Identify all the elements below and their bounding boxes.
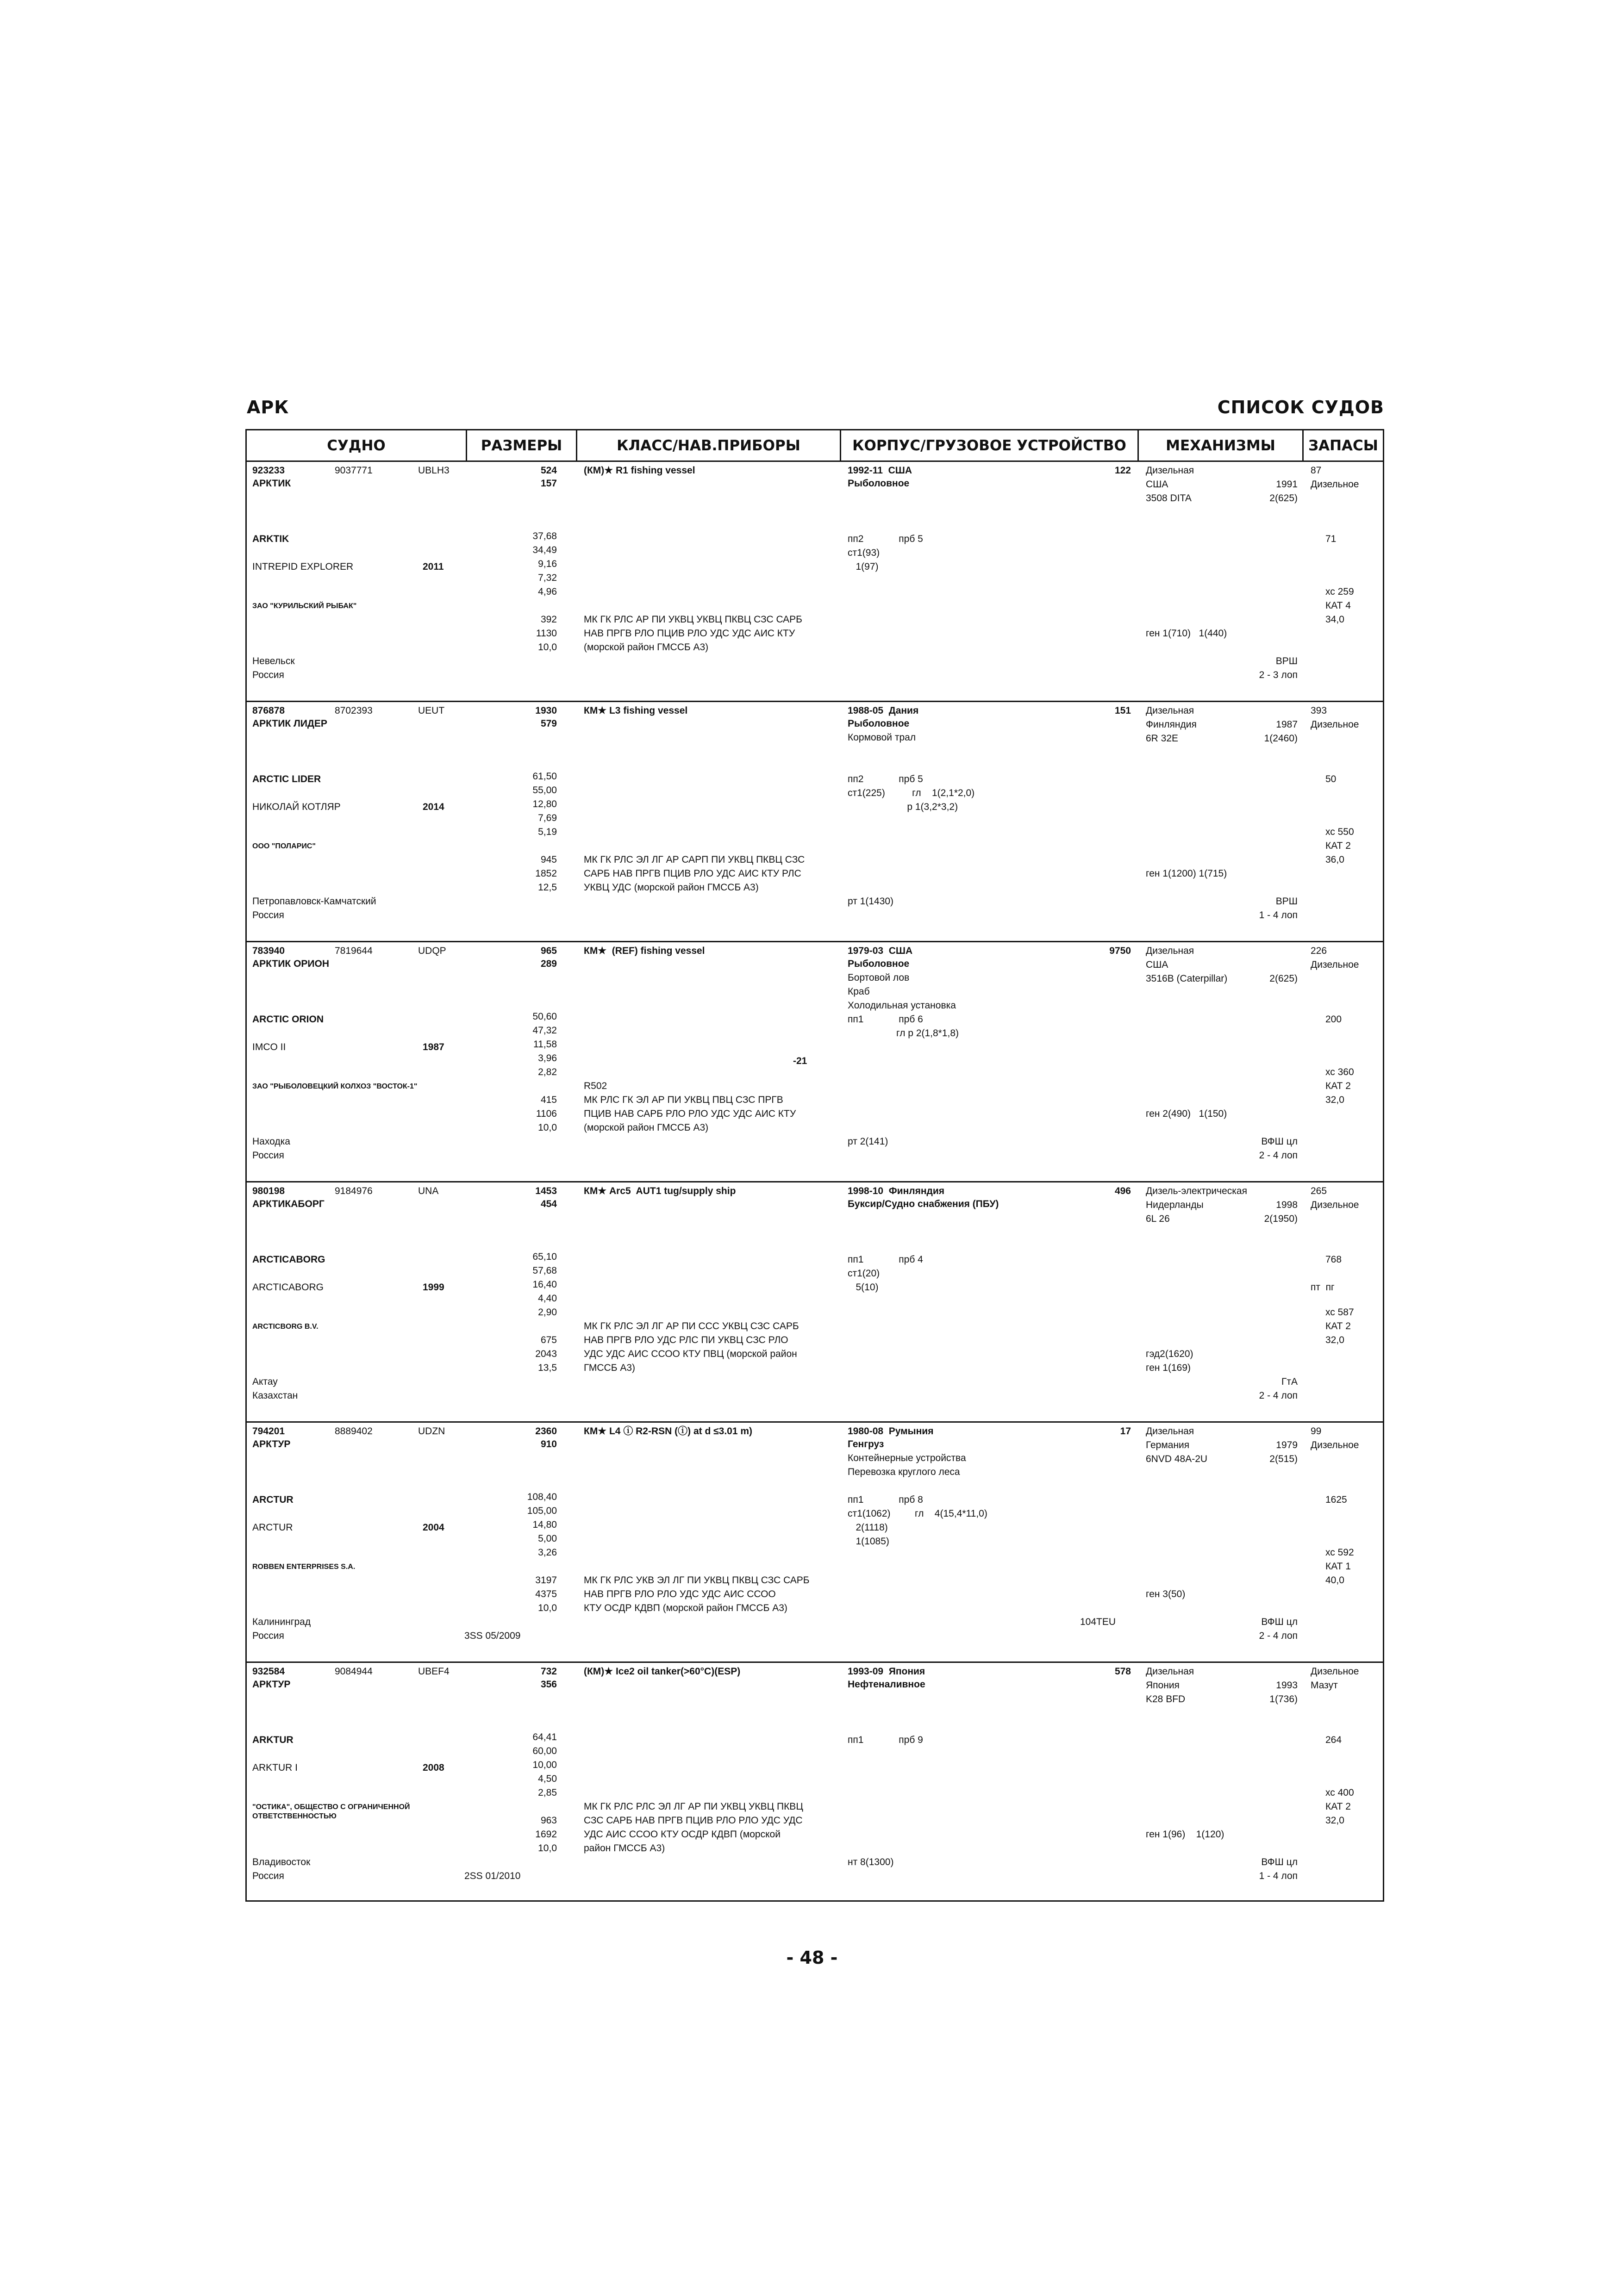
propeller-blades: 1 - 4 лоп [1259, 910, 1298, 921]
dimension-value: 2,90 [538, 1307, 557, 1318]
registry-number: 876878 [252, 705, 285, 716]
engine-line: K28 BFD [1146, 1694, 1186, 1705]
nav-equipment-line: (морской район ГМССБ А3) [584, 642, 709, 653]
stores-line: КАТ 1 [1325, 1561, 1351, 1572]
hull-feature: Бортовой лов [848, 972, 910, 983]
former-name: INTREPID EXPLORER [252, 561, 354, 572]
dimension-value: 3197 [535, 1575, 557, 1586]
cargo-gear: рт 2(141) [848, 1136, 888, 1147]
nav-equipment-line: ГМССБ А3) [584, 1363, 636, 1373]
propeller-type: ВФШ цл [1261, 1136, 1298, 1147]
hull-build: 1979-03 США [848, 946, 913, 956]
hull-feature: Контейнерные устройства [848, 1453, 966, 1463]
dimension-value: 60,00 [532, 1746, 557, 1756]
column-header-class: КЛАСС/НАВ.ПРИБОРЫ [577, 430, 841, 462]
net-tonnage: 356 [540, 1679, 557, 1690]
hold-hatch-line: 2(1118) [848, 1522, 888, 1533]
vessel-type: Рыболовное [848, 718, 910, 729]
owner-name: "ОСТИКА", ОБЩЕСТВО С ОГРАНИЧЕННОЙ ОТВЕТСТВЕННОСТЬЮ [252, 1803, 410, 1820]
generators: гэд2(1620) [1146, 1349, 1193, 1359]
propeller-type: ГтА [1281, 1376, 1298, 1387]
stores-line: 32,0 [1325, 1815, 1344, 1826]
home-port: Владивосток [252, 1857, 311, 1867]
dimension-value: 10,0 [538, 1122, 557, 1133]
propeller-type: ВФШ цл [1261, 1617, 1298, 1627]
dimension-value: 4,96 [538, 586, 557, 597]
flag-country: Россия [252, 670, 284, 680]
hull-number: 496 [1114, 1186, 1131, 1196]
dimension-value: 16,40 [532, 1279, 557, 1290]
propeller-type: ВРШ [1275, 656, 1298, 666]
propeller-type: ВФШ цл [1261, 1857, 1298, 1867]
hull-number: 17 [1120, 1426, 1131, 1437]
hold-hatch-line: ст1(20) [848, 1268, 880, 1279]
flag-country: Россия [252, 910, 284, 921]
class-notation: (КМ)★ R1 fishing vessel [584, 465, 695, 476]
gross-tonnage: 524 [540, 465, 557, 476]
hull-feature: Перевозка круглого леса [848, 1467, 960, 1477]
nav-equipment-line: (морской район ГМССБ А3) [584, 1122, 709, 1133]
rename-year: 2014 [423, 802, 444, 812]
engine-year: 1979 [1276, 1440, 1298, 1450]
rename-year: 2011 [423, 561, 444, 572]
vessel-record [247, 462, 1383, 702]
engine-power: 2(625) [1269, 493, 1298, 504]
engine-power: 1(2460) [1264, 733, 1298, 744]
column-header-machinery: МЕХАНИЗМЫ [1139, 430, 1304, 462]
dimension-value: 945 [540, 854, 557, 865]
vessel-record [247, 1182, 1383, 1423]
nav-equipment-line: ПЦИВ НАВ САРБ РЛО РЛО УДС УДС АИС КТУ [584, 1108, 796, 1119]
flag-country: Россия [252, 1871, 284, 1881]
engine-line: 3516B (Caterpillar) [1146, 973, 1228, 984]
dimension-value: 675 [540, 1335, 557, 1345]
vessel-name: АРКТИК ЛИДЕР [252, 718, 327, 729]
dimension-value: 4375 [535, 1589, 557, 1599]
stores-line: 34,0 [1325, 614, 1344, 625]
class-notation: КМ★ (REF) fishing vessel [584, 946, 705, 956]
imo-number: 8702393 [335, 705, 373, 716]
stores-line: 32,0 [1325, 1335, 1344, 1345]
hull-build: 1992-11 США [848, 465, 912, 476]
hull-feature: Кормовой трал [848, 732, 916, 743]
dimension-value: 37,68 [532, 531, 557, 541]
stores-line: хс 360 [1325, 1067, 1354, 1077]
stores-line: КАТ 2 [1325, 840, 1351, 851]
hold-hatch-line: ст1(1062) гл 4(15,4*11,0) [848, 1508, 987, 1519]
engine-power: 2(625) [1269, 973, 1298, 984]
stores-extra: пт пг [1311, 1282, 1335, 1293]
stores-value: 71 [1325, 534, 1337, 544]
survey-note: 2SS 01/2010 [464, 1871, 521, 1881]
stores-value: 200 [1325, 1014, 1342, 1025]
net-tonnage: 289 [540, 958, 557, 969]
dimension-value: 47,32 [532, 1025, 557, 1036]
hold-hatch-line: 5(10) [848, 1282, 879, 1293]
hull-build: 1998-10 Финляндия [848, 1186, 945, 1196]
flag-country: Россия [252, 1630, 284, 1641]
dimension-value: 65,10 [532, 1251, 557, 1262]
nav-equipment-line: МК ГК РЛС РЛС ЭЛ ЛГ АР ПИ УКВЦ УКВЦ ПКВЦ [584, 1801, 803, 1812]
generators-secondary: ген 1(169) [1146, 1363, 1191, 1373]
registry-number: 783940 [252, 946, 285, 956]
hull-feature: Краб [848, 986, 870, 997]
vessel-name: АРКТУР [252, 1679, 291, 1690]
hull-build: 1993-09 Япония [848, 1666, 925, 1677]
dimension-value: 2,85 [538, 1787, 557, 1798]
hull-build: 1980-08 Румыния [848, 1426, 934, 1437]
generators: ген 1(96) 1(120) [1146, 1829, 1224, 1840]
stores-line: хс 259 [1325, 586, 1354, 597]
dimension-value: 108,40 [527, 1492, 557, 1502]
dimension-value: 392 [540, 614, 557, 625]
home-port: Находка [252, 1136, 290, 1147]
hold-hatch-line: 1(97) [848, 561, 879, 572]
dimension-value: 10,0 [538, 1843, 557, 1854]
fuel-line: 265 [1311, 1186, 1327, 1196]
fuel-line: 99 [1311, 1426, 1322, 1437]
dimension-value: 105,00 [527, 1506, 557, 1516]
registry-number: 794201 [252, 1426, 285, 1437]
column-header-dimensions: РАЗМЕРЫ [467, 430, 577, 462]
dimension-value: 10,0 [538, 642, 557, 653]
gross-tonnage: 2360 [535, 1426, 557, 1437]
engine-power: 2(515) [1269, 1454, 1298, 1464]
stores-line: 32,0 [1325, 1095, 1344, 1105]
dimension-value: 50,60 [532, 1011, 557, 1022]
nav-equipment-line: МК ГК РЛС ЭЛ ЛГ АР САРП ПИ УКВЦ ПКВЦ СЗС [584, 854, 805, 865]
dimension-value: 2,82 [538, 1067, 557, 1077]
dimension-value: 7,69 [538, 813, 557, 823]
hull-number: 122 [1114, 465, 1131, 476]
engine-line: Дизельная [1146, 705, 1194, 716]
vessel-name: АРКТИК ОРИОН [252, 958, 330, 969]
vessel-latin-name: ARKTUR [252, 1735, 294, 1745]
dimension-value: 4,50 [538, 1773, 557, 1784]
vessel-name: АРКТИКАБОРГ [252, 1199, 325, 1209]
ship-register-table [245, 429, 1384, 1902]
container-capacity: 104TEU [1080, 1617, 1116, 1627]
dimension-value: 9,16 [538, 559, 557, 569]
vessel-type: Рыболовное [848, 958, 910, 969]
dimension-value: 14,80 [532, 1519, 557, 1530]
dimension-value: 5,19 [538, 827, 557, 837]
vessel-name: АРКТУР [252, 1439, 291, 1450]
rename-year: 2004 [423, 1522, 444, 1533]
hold-hatch-line: пп2 прб 5 [848, 534, 923, 544]
imo-number: 7819644 [335, 946, 373, 956]
nav-equipment-line: УКВЦ УДС (морской район ГМССБ А3) [584, 882, 759, 893]
engine-line: Дизельная [1146, 465, 1194, 476]
cargo-gear: рт 1(1430) [848, 896, 894, 907]
engine-line: 3508 DITA [1146, 493, 1192, 504]
net-tonnage: 157 [540, 478, 557, 489]
hold-hatch-line: пп1 прб 8 [848, 1494, 923, 1505]
vessel-record [247, 942, 1383, 1182]
dimension-value: 1692 [535, 1829, 557, 1840]
vessel-record [247, 702, 1383, 942]
nav-equipment-line: НАВ ПРГВ РЛО УДС РЛС ПИ УКВЦ СЗС РЛО [584, 1335, 788, 1345]
nav-equipment-line: МК ГК РЛС ЭЛ ЛГ АР ПИ ССС УКВЦ СЗС САРБ [584, 1321, 799, 1332]
dimension-value: 1106 [536, 1108, 557, 1119]
stores-value: 50 [1325, 774, 1337, 784]
vessel-latin-name: ARCTICABORG [252, 1254, 325, 1265]
fuel-line: 393 [1311, 705, 1327, 716]
generators: ген 1(710) 1(440) [1146, 628, 1227, 639]
owner-name: ROBBEN ENTERPRISES S.A. [252, 1563, 356, 1571]
cargo-gear: нт 8(1300) [848, 1857, 894, 1867]
dimension-value: 3,26 [538, 1547, 557, 1558]
fuel-line: Дизельное [1311, 1440, 1359, 1450]
gross-tonnage: 965 [540, 946, 557, 956]
fuel-line: Дизельное [1311, 719, 1359, 730]
stores-line: КАТ 4 [1325, 600, 1351, 611]
call-sign: UNA [418, 1186, 439, 1196]
owner-name: ООО "ПОЛАРИС" [252, 842, 316, 850]
fuel-line: Дизельное [1311, 1200, 1359, 1210]
former-name: ARCTUR [252, 1522, 293, 1533]
nav-equipment-line: САРБ НАВ ПРГВ ПЦИВ РЛО УДС АИС КТУ РЛС [584, 868, 801, 879]
nav-equipment-line: МК ГК РЛС АР ПИ УКВЦ УКВЦ ПКВЦ СЗС САРБ [584, 614, 802, 625]
rename-year: 1999 [423, 1282, 444, 1293]
vessel-record [247, 1663, 1383, 1903]
dimension-value: 12,5 [538, 882, 557, 893]
net-tonnage: 454 [540, 1199, 557, 1209]
hold-hatch-line: ст1(93) [848, 548, 880, 558]
hold-hatch-line: пп1 прб 4 [848, 1254, 923, 1265]
propeller-blades: 2 - 3 лоп [1259, 670, 1298, 680]
dimension-value: 10,00 [532, 1760, 557, 1770]
dimension-value: 7,32 [538, 572, 557, 583]
dimension-value: 2043 [535, 1349, 557, 1359]
vessel-type: Генгруз [848, 1439, 884, 1450]
registry-number: 932584 [252, 1666, 285, 1677]
former-name: ARCTICABORG [252, 1282, 324, 1293]
owner-name: ЗАО "РЫБОЛОВЕЦКИЙ КОЛХОЗ "ВОСТОК-1" [252, 1083, 418, 1090]
engine-year: 1998 [1276, 1200, 1298, 1210]
net-tonnage: 910 [540, 1439, 557, 1450]
page-number: - 48 - [786, 1948, 838, 1968]
dimension-value: 415 [540, 1095, 557, 1105]
hold-hatch-line: 1(1085) [848, 1536, 889, 1547]
dimension-value: 34,49 [532, 545, 557, 555]
stores-line: 36,0 [1325, 854, 1344, 865]
call-sign: UBLH3 [418, 465, 450, 476]
engine-line: Дизельная [1146, 1426, 1194, 1437]
engine-line: Германия [1146, 1440, 1190, 1450]
engine-power: 1(736) [1269, 1694, 1298, 1705]
dimension-value: 64,41 [532, 1732, 557, 1742]
hull-feature: Холодильная установка [848, 1000, 956, 1011]
generators: ген 1(1200) 1(715) [1146, 868, 1227, 879]
stores-value: 264 [1325, 1735, 1342, 1745]
section-header: АРК [247, 397, 289, 417]
nav-equipment-line: КТУ ОСДР КДВП (морской район ГМССБ А3) [584, 1603, 787, 1613]
propeller-blades: 1 - 4 лоп [1259, 1871, 1298, 1881]
former-name: ARKTUR I [252, 1762, 298, 1773]
imo-number: 9184976 [335, 1186, 373, 1196]
nav-equipment-line: НАВ ПРГВ РЛО РЛО УДС УДС АИС ССОО [584, 1589, 776, 1599]
dimension-value: 13,5 [538, 1363, 557, 1373]
engine-line: Дизельная [1146, 946, 1194, 956]
vessel-latin-name: ARCTUR [252, 1494, 294, 1505]
former-name: IMCO II [252, 1042, 286, 1052]
propeller-blades: 2 - 4 лоп [1259, 1150, 1298, 1161]
vessel-type: Нефтеналивное [848, 1679, 925, 1690]
hull-build: 1988-05 Дания [848, 705, 919, 716]
vessel-name: АРКТИК [252, 478, 291, 489]
class-notation: (КМ)★ Ice2 oil tanker(>60°C)(ESP) [584, 1666, 741, 1677]
dimension-value: 1852 [535, 868, 557, 879]
hold-hatch-line: гл р 2(1,8*1,8) [848, 1028, 959, 1039]
engine-line: Япония [1146, 1680, 1180, 1691]
engine-line: США [1146, 959, 1168, 970]
dimension-value: 4,40 [538, 1293, 557, 1304]
nav-equipment-line: R502 [584, 1081, 607, 1091]
fuel-line: Мазут [1311, 1680, 1338, 1691]
flag-country: Россия [252, 1150, 284, 1161]
call-sign: UEUT [418, 705, 445, 716]
imo-number: 9037771 [335, 465, 373, 476]
hold-hatch-line: ст1(225) гл 1(2,1*2,0) [848, 788, 975, 798]
hold-hatch-line: пп1 прб 9 [848, 1735, 923, 1745]
vessel-latin-name: ARCTIC ORION [252, 1014, 324, 1025]
nav-equipment-line: МК РЛС ГК ЭЛ АР ПИ УКВЦ ПВЦ СЗС ПРГВ [584, 1095, 783, 1105]
vessel-type: Буксир/Судно снабжения (ПБУ) [848, 1199, 999, 1209]
hull-number: 578 [1114, 1666, 1131, 1677]
stores-line: КАТ 2 [1325, 1081, 1351, 1091]
rename-year: 1987 [423, 1042, 444, 1052]
vessel-type: Рыболовное [848, 478, 910, 489]
nav-equipment-line: СЗС САРБ НАВ ПРГВ ПЦИВ РЛО РЛО УДС УДС [584, 1815, 803, 1826]
rename-year: 2008 [423, 1762, 444, 1773]
stores-line: 40,0 [1325, 1575, 1344, 1586]
engine-line: 6R 32E [1146, 733, 1179, 744]
generators: ген 3(50) [1146, 1589, 1186, 1599]
call-sign: UDQP [418, 946, 446, 956]
home-port: Невельск [252, 656, 295, 666]
nav-equipment-line: МК ГК РЛС УКВ ЭЛ ЛГ ПИ УКВЦ ПКВЦ СЗС САРБ [584, 1575, 810, 1586]
nav-equipment-line: УДС АИС ССОО КТУ ОСДР КДВП (морской [584, 1829, 781, 1840]
engine-line: Дизель-электрическая [1146, 1186, 1247, 1196]
stores-line: КАТ 2 [1325, 1801, 1351, 1812]
column-header-stores: ЗАПАСЫ [1304, 430, 1383, 462]
nav-equipment-line: район ГМССБ А3) [584, 1843, 665, 1854]
fuel-line: Дизельное [1311, 479, 1359, 490]
dimension-value: 61,50 [532, 771, 557, 782]
generators: ген 2(490) 1(150) [1146, 1108, 1227, 1119]
hull-number: 151 [1114, 705, 1131, 716]
vessel-latin-name: ARCTIC LIDER [252, 774, 321, 784]
vessel-latin-name: ARKTIK [252, 534, 289, 544]
gross-tonnage: 1453 [535, 1186, 557, 1196]
call-sign: UBEF4 [418, 1666, 450, 1677]
registry-number: 923233 [252, 465, 285, 476]
call-sign: UDZN [418, 1426, 445, 1437]
propeller-blades: 2 - 4 лоп [1259, 1630, 1298, 1641]
dimension-value: 12,80 [532, 799, 557, 809]
stores-line: КАТ 2 [1325, 1321, 1351, 1332]
class-notation: КМ★ L3 fishing vessel [584, 705, 688, 716]
dimension-value: 1130 [536, 628, 557, 639]
engine-year: 1991 [1276, 479, 1298, 490]
fuel-line: 87 [1311, 465, 1322, 476]
home-port: Калининград [252, 1617, 311, 1627]
nav-equipment-line: УДС УДС АИС ССОО КТУ ПВЦ (морской район [584, 1349, 797, 1359]
dimension-value: 963 [540, 1815, 557, 1826]
fuel-line: Дизельное [1311, 1666, 1359, 1677]
registry-number: 980198 [252, 1186, 285, 1196]
home-port: Актау [252, 1376, 278, 1387]
propeller-blades: 2 - 4 лоп [1259, 1390, 1298, 1401]
imo-number: 9084944 [335, 1666, 373, 1677]
engine-line: 6NVD 48A-2U [1146, 1454, 1208, 1464]
class-notation: КМ★ L4 ⓘ R2-RSN (ⓘ) at d ≤3.01 m) [584, 1426, 753, 1437]
hold-hatch-line: р 1(3,2*3,2) [848, 802, 958, 812]
flag-country: Казахстан [252, 1390, 298, 1401]
former-name: НИКОЛАЙ КОТЛЯР [252, 802, 341, 812]
engine-line: Финляндия [1146, 719, 1197, 730]
gross-tonnage: 1930 [535, 705, 557, 716]
vessel-record [247, 1423, 1383, 1663]
fuel-line: Дизельное [1311, 959, 1359, 970]
hold-hatch-line: пп1 прб 6 [848, 1014, 923, 1025]
survey-note: 3SS 05/2009 [464, 1630, 521, 1641]
engine-year: 1987 [1276, 719, 1298, 730]
home-port: Петропавловск-Камчатский [252, 896, 376, 907]
stores-line: хс 550 [1325, 827, 1354, 837]
list-title: СПИСОК СУДОВ [1217, 397, 1384, 417]
net-tonnage: 579 [540, 718, 557, 729]
hull-number: 9750 [1109, 946, 1131, 956]
engine-line: 6L 26 [1146, 1213, 1170, 1224]
engine-line: Нидерланды [1146, 1200, 1204, 1210]
engine-line: Дизельная [1146, 1666, 1194, 1677]
stores-value: 1625 [1325, 1494, 1347, 1505]
dimension-value: 10,0 [538, 1603, 557, 1613]
stores-value: 768 [1325, 1254, 1342, 1265]
gross-tonnage: 732 [540, 1666, 557, 1677]
hold-hatch-line: пп2 прб 5 [848, 774, 923, 784]
dimension-value: 57,68 [532, 1265, 557, 1276]
column-header-vessel: СУДНО [247, 430, 467, 462]
class-extra: -21 [793, 1056, 807, 1066]
column-header-hull: КОРПУС/ГРУЗОВОЕ УСТРОЙСТВО [841, 430, 1139, 462]
owner-name: ЗАО "КУРИЛЬСКИЙ РЫБАК" [252, 602, 357, 610]
class-notation: КМ★ Arc5 AUT1 tug/supply ship [584, 1186, 736, 1196]
stores-line: хс 592 [1325, 1547, 1354, 1558]
owner-name: ARCTICBORG B.V. [252, 1323, 319, 1331]
imo-number: 8889402 [335, 1426, 373, 1437]
dimension-value: 3,96 [538, 1053, 557, 1064]
engine-year: 1993 [1276, 1680, 1298, 1691]
dimension-value: 55,00 [532, 785, 557, 796]
fuel-line: 226 [1311, 946, 1327, 956]
propeller-type: ВРШ [1275, 896, 1298, 907]
stores-line: хс 587 [1325, 1307, 1354, 1318]
engine-line: США [1146, 479, 1168, 490]
dimension-value: 11,58 [533, 1039, 557, 1050]
stores-line: хс 400 [1325, 1787, 1354, 1798]
nav-equipment-line: НАВ ПРГВ РЛО ПЦИВ РЛО УДС УДС АИС КТУ [584, 628, 795, 639]
dimension-value: 5,00 [538, 1533, 557, 1544]
engine-power: 2(1950) [1264, 1213, 1298, 1224]
